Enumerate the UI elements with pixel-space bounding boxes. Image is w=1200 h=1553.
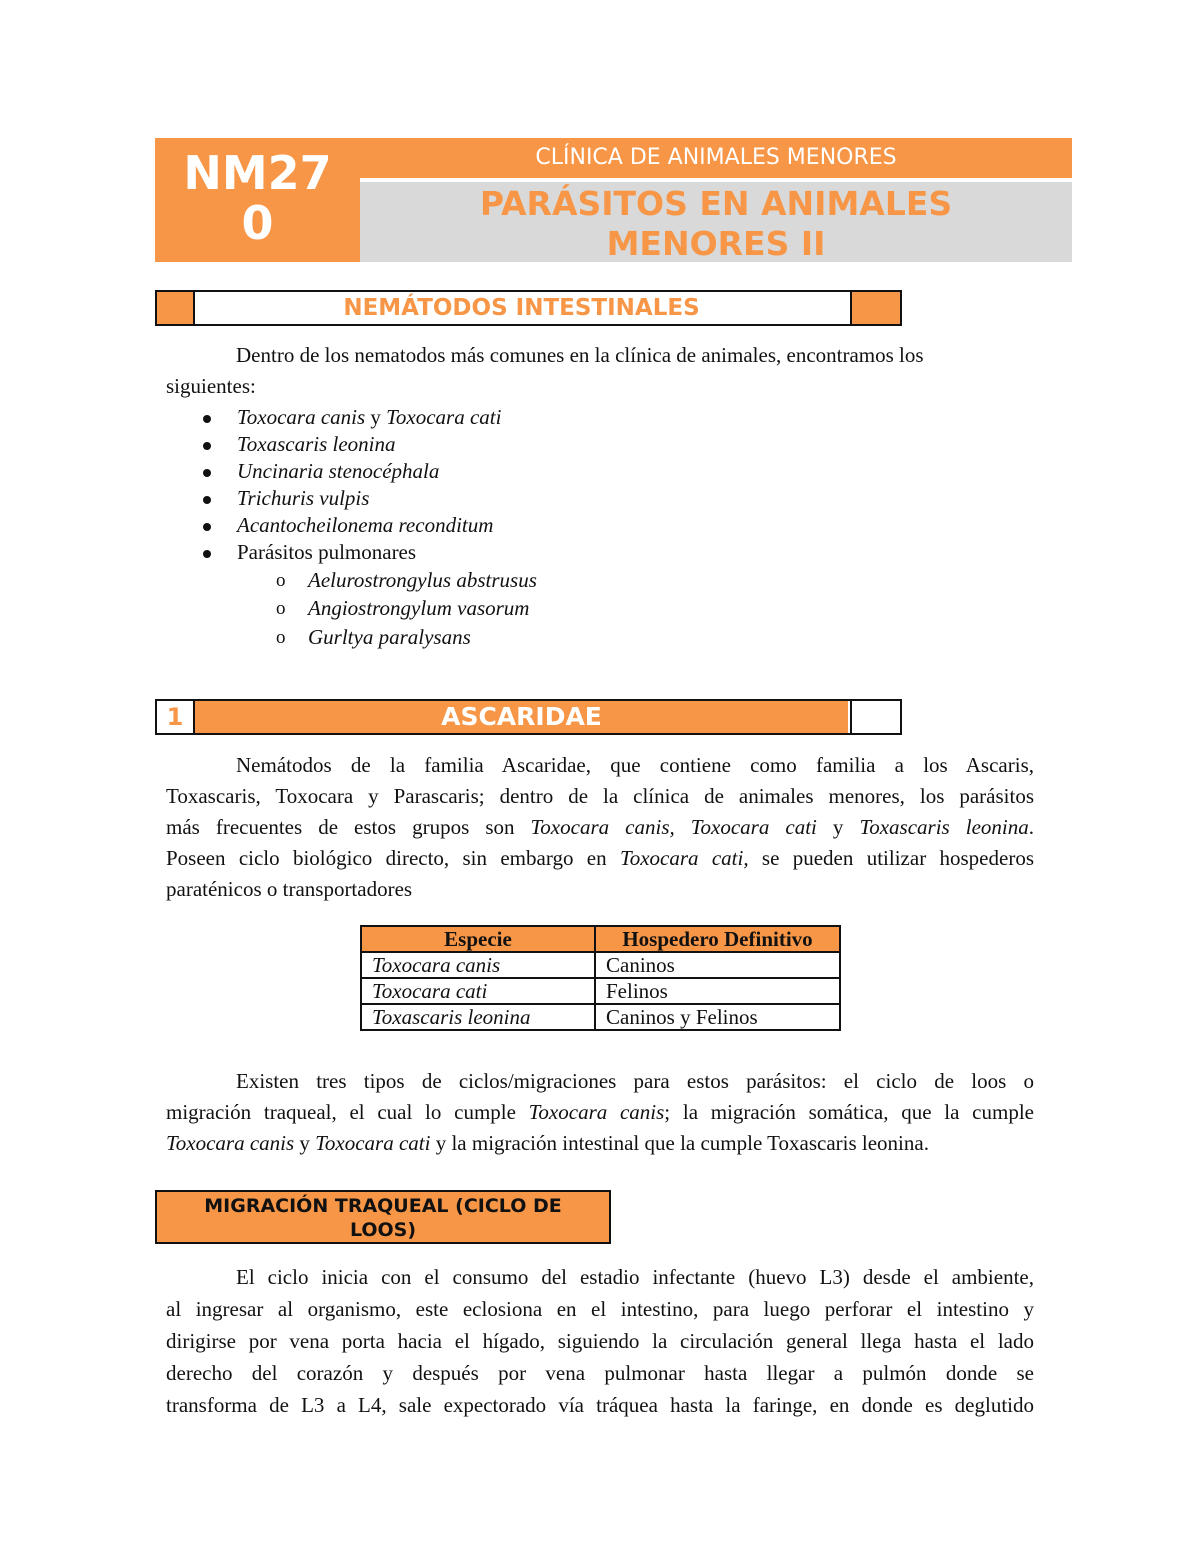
- paragraph-line: derecho del corazón y después por vena pulmonar hasta llegar a pulmón donde se: [166, 1361, 1034, 1385]
- section-heading-text: NEMÁTODOS INTESTINALES: [343, 295, 700, 321]
- species-name: Acantocheilonema reconditum: [237, 513, 494, 537]
- host-cell: Caninos: [595, 952, 840, 978]
- species-cell: Toxascaris leonina: [372, 1005, 531, 1029]
- species-cell: Toxocara canis: [372, 953, 501, 977]
- list-item: [237, 485, 369, 512]
- species-name: Toxocara cati,: [619, 846, 749, 870]
- course-code-box: [155, 138, 360, 262]
- section-heading-ascaridae: [155, 699, 902, 735]
- species-name: Toxocara canis, Toxocara cati: [530, 815, 817, 839]
- migracion-traqueal-paragraph: [166, 1261, 1034, 1421]
- bullet-icon: [203, 469, 211, 477]
- heading-right-cell: [850, 292, 900, 324]
- species-name: Toxascaris leonina: [859, 815, 1029, 839]
- species-name: Angiostrongylum vasorum: [308, 596, 530, 620]
- bullet-icon: [203, 496, 211, 504]
- species-name: Toxocara canis: [528, 1100, 665, 1124]
- text-run: ; la migración somática, que la cumple: [664, 1100, 1034, 1124]
- species-name: Gurltya paralysans: [308, 625, 471, 649]
- nematode-list: [237, 404, 1037, 654]
- text-run: y: [294, 1131, 316, 1155]
- species-cell: Toxocara cati: [372, 979, 488, 1003]
- list-item: [237, 458, 439, 485]
- subject-bar: [360, 138, 1072, 178]
- ascaridae-paragraph: [166, 750, 1034, 905]
- intro-line-1: Dentro de los nematodos más comunes en la clínica de animales, encontramos los: [236, 343, 924, 367]
- subsection-heading-line2: LOOS): [349, 1219, 417, 1241]
- course-code-line2: 0: [241, 196, 274, 250]
- species-host-table: [360, 925, 841, 1031]
- text-run: se pueden utilizar hospederos: [748, 846, 1034, 870]
- species-name: Toxocara canis: [166, 1131, 295, 1155]
- intro-paragraph: [166, 340, 1034, 402]
- paragraph-line: al ingresar al organismo, este eclosiona en el intestino, para luego perforar el intestino y: [166, 1297, 1034, 1321]
- intro-line-2: siguientes:: [166, 374, 256, 398]
- text-run: y la migración intestinal que la cumple Toxascaris leonina.: [430, 1131, 929, 1155]
- section-heading-text: ASCARIDAE: [195, 701, 848, 733]
- course-code-line1: NM27: [183, 146, 332, 200]
- species-name: Aelurostrongylus abstrusus: [308, 568, 537, 592]
- list-item: [237, 404, 501, 431]
- species-name: Toxocara cati: [315, 1131, 431, 1155]
- text-run: Poseen ciclo biológico directo, sin embargo en: [166, 846, 620, 870]
- paragraph-line: Toxascaris, Toxocara y Parascaris; dentro de la clínica de animales menores, los parásitos: [166, 784, 1034, 808]
- paragraph-line: transforma de L3 a L4, sale expectorado vía tráquea hasta la faringe, en donde es deglutido: [166, 1393, 1034, 1417]
- bullet-icon: [203, 415, 211, 423]
- table-header-row: [361, 926, 840, 952]
- list-item: [237, 539, 416, 566]
- heading-left-cell: [157, 292, 195, 324]
- migration-types-paragraph: [166, 1066, 1034, 1159]
- paragraph-line: [166, 1128, 1034, 1159]
- sub-list-item: [276, 624, 471, 651]
- species-name: Uncinaria stenocéphala: [237, 459, 440, 483]
- document-title-line1: PARÁSITOS EN ANIMALES: [479, 184, 953, 223]
- species-name: Toxocara cati: [386, 405, 502, 429]
- sub-list-item: [276, 595, 530, 622]
- circle-bullet-icon: o: [276, 627, 286, 648]
- bullet-icon: [203, 550, 211, 558]
- table-row: [361, 1004, 840, 1030]
- paragraph-line: [166, 843, 1034, 874]
- host-cell: Felinos: [595, 978, 840, 1004]
- host-cell: Caninos y Felinos: [595, 1004, 840, 1030]
- paragraph-line: El ciclo inicia con el consumo del estadio infectante (huevo L3) desde el ambiente,: [236, 1265, 1034, 1289]
- document-title-line2: MENORES II: [606, 224, 826, 263]
- sub-list-item: [276, 567, 537, 594]
- text-run: migración traqueal, el cual lo cumple: [166, 1100, 529, 1124]
- subsection-heading-migracion-traqueal: [155, 1190, 611, 1244]
- species-name: Trichuris vulpis: [237, 486, 370, 510]
- column-header-host: Hospedero Definitivo: [595, 926, 840, 952]
- paragraph-line: dirigirse por vena porta hacia el hígado, siguiendo la circulación general llega hasta el lado: [166, 1329, 1034, 1353]
- species-name: Toxocara canis: [237, 405, 366, 429]
- column-header-species: Especie: [361, 926, 595, 952]
- subject-title: CLÍNICA DE ANIMALES MENORES: [535, 145, 897, 170]
- list-item: [237, 512, 493, 539]
- list-item: [237, 431, 395, 458]
- paragraph-line: Nemátodos de la familia Ascaridae, que contiene como familia a los Ascaris,: [236, 753, 1034, 777]
- text-run: más frecuentes de estos grupos son: [166, 815, 531, 839]
- paragraph-line: [166, 812, 1034, 843]
- course-code: [155, 148, 360, 248]
- document-title-box: [360, 182, 1072, 262]
- table-row: [361, 952, 840, 978]
- paragraph-line: Existen tres tipos de ciclos/migraciones para estos parásitos: el ciclo de loos o: [236, 1069, 1034, 1093]
- section-number: 1: [157, 701, 195, 733]
- circle-bullet-icon: o: [276, 570, 286, 591]
- text-run: .: [1028, 815, 1035, 839]
- heading-right-cell: [850, 701, 900, 733]
- table-row: [361, 978, 840, 1004]
- paragraph-line: paraténicos o transportadores: [166, 877, 413, 901]
- list-item-label: Parásitos pulmonares: [237, 540, 417, 564]
- circle-bullet-icon: o: [276, 598, 286, 619]
- text-run: y: [816, 815, 860, 839]
- bullet-icon: [203, 523, 211, 531]
- section-heading-nematodos: [155, 290, 902, 326]
- subsection-heading-line1: MIGRACIÓN TRAQUEAL (CICLO DE: [204, 1195, 562, 1217]
- document-title: [360, 184, 1072, 264]
- paragraph-line: [166, 1097, 1034, 1128]
- bullet-icon: [203, 442, 211, 450]
- species-name: Toxascaris leonina: [237, 432, 396, 456]
- conjunction: y: [365, 405, 387, 429]
